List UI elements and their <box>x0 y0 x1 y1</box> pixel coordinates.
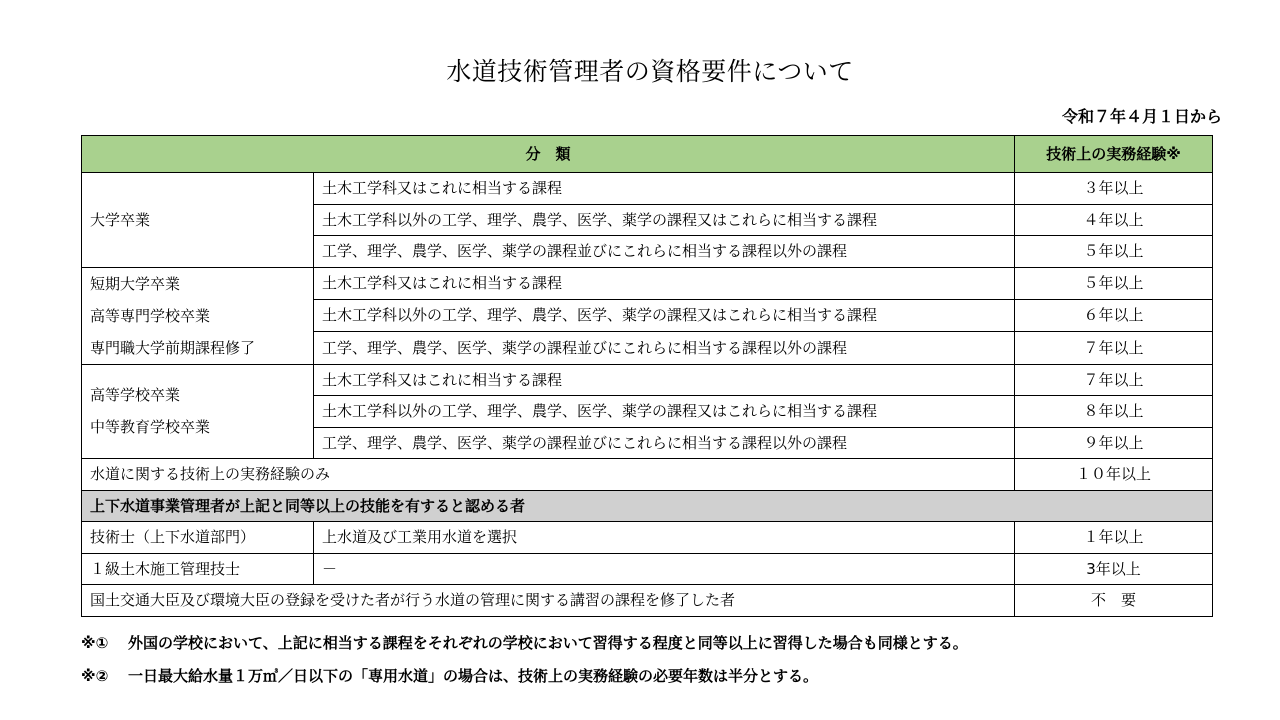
footnote-label: ※① <box>81 634 109 652</box>
category-cell <box>82 267 314 364</box>
table-row <box>82 522 1213 554</box>
table-row <box>82 173 1213 205</box>
category-cell <box>82 173 314 268</box>
header-category: 分 類 <box>82 136 1015 173</box>
course-cell: 土木工学科以外の工学、理学、農学、医学、薬学の課程又はこれらに相当する課程 <box>314 396 1015 428</box>
years-cell: ３年以上 <box>1015 173 1213 205</box>
category-line: 短期大学卒業 <box>90 274 181 293</box>
course-cell: 土木工学科以外の工学、理学、農学、医学、薬学の課程又はこれらに相当する課程 <box>314 299 1015 331</box>
category-line: 高等専門学校卒業 <box>90 306 211 325</box>
years-cell: ５年以上 <box>1015 267 1213 299</box>
category-line: 中等教育学校卒業 <box>90 418 211 437</box>
footnote-label: ※② <box>81 667 109 685</box>
years-cell: １０年以上 <box>1015 459 1213 491</box>
course-cell: 土木工学科以外の工学、理学、農学、医学、薬学の課程又はこれらに相当する課程 <box>314 204 1015 236</box>
footnote-text: 一日最大給水量１万㎥／日以下の「専用水道」の場合は、技術上の実務経験の必要年数は半分とする。 <box>128 667 819 685</box>
table-row <box>82 364 1213 396</box>
equivalent-band-row <box>82 490 1213 522</box>
experience-only-cell: 水道に関する技術上の実務経験のみ <box>82 459 1015 491</box>
course-cell: 土木工学科又はこれに相当する課程 <box>314 173 1015 205</box>
footnote <box>81 660 968 693</box>
equivalent-band: 上下水道事業管理者が上記と同等以上の技能を有すると認める者 <box>82 490 1213 522</box>
years-cell: 不 要 <box>1015 585 1213 617</box>
course-cell: 工学、理学、農学、医学、薬学の課程並びにこれらに相当する課程以外の課程 <box>314 332 1015 364</box>
years-cell: ８年以上 <box>1015 396 1213 428</box>
footnote-text: 外国の学校において、上記に相当する課程をそれぞれの学校において習得する程度と同等以上に習得した場合も同様とする。 <box>128 634 968 652</box>
years-cell: ４年以上 <box>1015 204 1213 236</box>
footnotes <box>81 627 968 693</box>
category-line: 専門職大学前期課程修了 <box>90 338 256 357</box>
training-cell: 国土交通大臣及び環境大臣の登録を受けた者が行う水道の管理に関する講習の課程を修了した者 <box>82 585 1015 617</box>
course-cell: 土木工学科又はこれに相当する課程 <box>314 364 1015 396</box>
course-cell: 工学、理学、農学、医学、薬学の課程並びにこれらに相当する課程以外の課程 <box>314 427 1015 459</box>
years-cell: ９年以上 <box>1015 427 1213 459</box>
category-line: 大学卒業 <box>90 210 151 229</box>
course-cell: 土木工学科又はこれに相当する課程 <box>314 267 1015 299</box>
years-cell: １年以上 <box>1015 522 1213 554</box>
course-cell: 上水道及び工業用水道を選択 <box>314 522 1015 554</box>
years-cell: ５年以上 <box>1015 236 1213 268</box>
table-row <box>82 267 1213 299</box>
course-cell: － <box>314 553 1015 585</box>
years-cell: ７年以上 <box>1015 332 1213 364</box>
course-cell: 工学、理学、農学、医学、薬学の課程並びにこれらに相当する課程以外の課程 <box>314 236 1015 268</box>
category-cell: 技術士（上下水道部門） <box>82 522 314 554</box>
table-row <box>82 459 1213 491</box>
table-header-row <box>82 136 1213 173</box>
footnote <box>81 627 968 660</box>
table-row <box>82 585 1213 617</box>
years-cell: ７年以上 <box>1015 364 1213 396</box>
header-experience: 技術上の実務経験※ <box>1015 136 1213 173</box>
category-line: 高等学校卒業 <box>90 386 181 405</box>
requirements-table <box>81 135 1213 617</box>
page-title: 水道技術管理者の資格要件について <box>446 57 854 86</box>
category-cell <box>82 364 314 459</box>
table-row <box>82 553 1213 585</box>
effective-date: 令和７年４月１日から <box>1061 107 1222 126</box>
years-cell: 3年以上 <box>1015 553 1213 585</box>
years-cell: ６年以上 <box>1015 299 1213 331</box>
category-cell: １級土木施工管理技士 <box>82 553 314 585</box>
